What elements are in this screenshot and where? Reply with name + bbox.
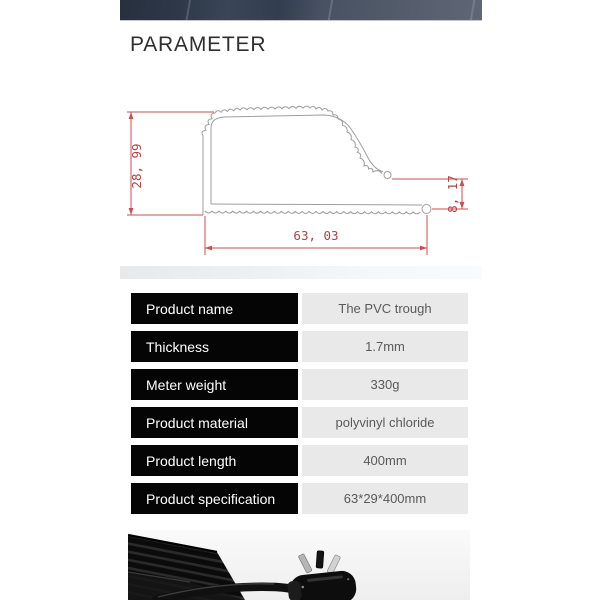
- power-strip-photo-svg: [128, 530, 470, 600]
- plug-pin-earth: [316, 551, 324, 568]
- row-value-cell: 330g: [302, 369, 468, 400]
- table-row: [131, 483, 468, 514]
- row-label-cell: Product material: [131, 407, 298, 438]
- profile-outer-edge: [202, 106, 382, 215]
- profile-drawing: [110, 88, 475, 268]
- profile-base-bulb: [422, 205, 431, 214]
- top-photo-strip: [120, 0, 482, 21]
- row-label-cell: Product name: [131, 293, 298, 324]
- profile-base-top: [211, 204, 422, 205]
- page-title: PARAMETER: [130, 33, 267, 56]
- table-row: [131, 331, 468, 362]
- row-label-cell: Meter weight: [131, 369, 298, 400]
- profile-drawing-svg: [110, 88, 475, 268]
- profile-base-bottom: [205, 211, 420, 214]
- table-row: [131, 293, 468, 324]
- table-row: [131, 369, 468, 400]
- row-label-cell: Product specification: [131, 483, 298, 514]
- row-value-cell: 400mm: [302, 445, 468, 476]
- dim-width-label: 63, 03: [293, 228, 339, 243]
- row-label-cell: Thickness: [131, 331, 298, 362]
- row-value-cell: 1.7mm: [302, 331, 468, 362]
- dim-height-label: 28, 99: [129, 143, 144, 189]
- row-label-cell: Product length: [131, 445, 298, 476]
- dimension-labels: [129, 143, 460, 243]
- profile-inner-edge: [211, 115, 383, 204]
- profile-outline: [202, 106, 431, 215]
- spec-table: [131, 293, 468, 514]
- table-row: [131, 445, 468, 476]
- row-value-cell: The PVC trough: [302, 293, 468, 324]
- section-divider-band: [120, 266, 482, 279]
- profile-hook-bulb: [384, 172, 391, 179]
- dim-hook-label: 8, 17: [445, 175, 460, 213]
- row-value-cell: polyvinyl chloride: [302, 407, 468, 438]
- row-value-cell: 63*29*400mm: [302, 483, 468, 514]
- bottom-photo: [128, 530, 470, 600]
- table-row: [131, 407, 468, 438]
